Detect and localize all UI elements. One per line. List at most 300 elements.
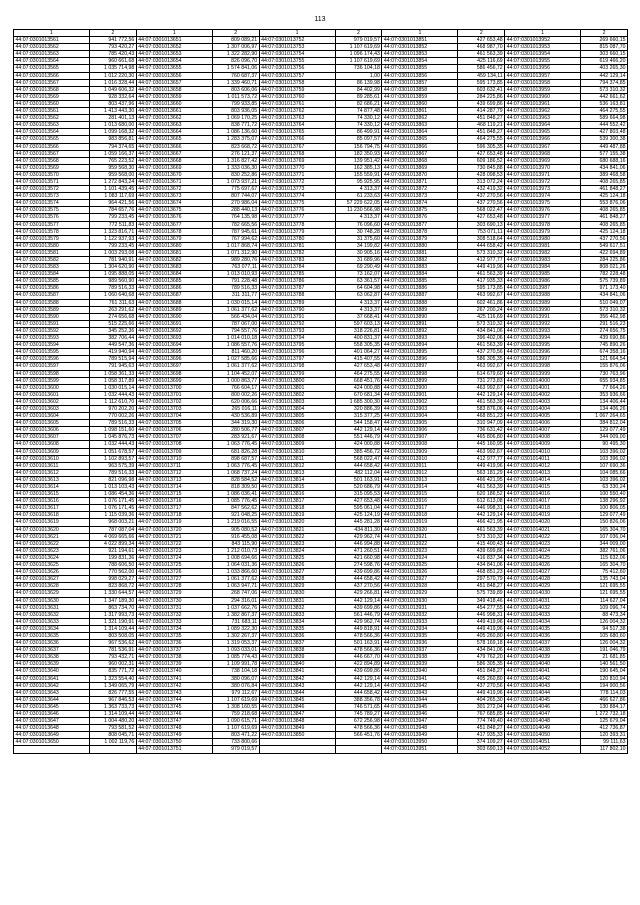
cadastral-value-cell: 429 266,81: [335, 590, 382, 597]
cadastral-number-cell: 44:07:0301014003: [505, 398, 581, 405]
cadastral-value-cell: 989 560,90: [90, 278, 137, 285]
cadastral-value-cell: 800 002,26: [212, 391, 259, 398]
cadastral-number-cell: 44:07:0301013960: [505, 93, 581, 100]
cadastral-number-cell: 44:07:0301013872: [382, 186, 458, 193]
cadastral-value-cell: 1 104 452,07: [212, 370, 259, 377]
table-row: [14, 164, 628, 171]
cadastral-value-cell: 139 951,42: [335, 157, 382, 164]
cadastral-number-cell: 44:07:0301013821: [259, 526, 335, 533]
cadastral-number-cell: 44:07:0301013856: [382, 72, 458, 79]
column-header: 1: [382, 30, 458, 37]
cadastral-number-cell: 44:07:0301013575: [14, 207, 90, 214]
table-row: [14, 335, 628, 342]
cadastral-number-cell: 44:07:0301013745: [136, 703, 212, 710]
cadastral-number-cell: 44:07:0301013838: [259, 647, 335, 654]
cadastral-value-cell: 150 826,06: [581, 519, 628, 526]
table-row: [14, 384, 628, 391]
cadastral-value-cell: 478 566,36: [335, 632, 382, 639]
cadastral-value-cell: 4 313,37: [335, 214, 382, 221]
cadastral-value-cell: 388 356,78: [335, 696, 382, 703]
cadastral-value-cell: 655 934,85: [581, 377, 628, 384]
cadastral-number-cell: 44:07:0301013951: [382, 746, 458, 753]
cadastral-number-cell: 44:07:0301013706: [136, 427, 212, 434]
cadastral-number-cell: 44:07:0301013869: [382, 164, 458, 171]
cadastral-value-cell: 967 846,53: [90, 696, 137, 703]
cadastral-number-cell: 44:07:0301013583: [14, 264, 90, 271]
cadastral-value-cell: 905 080,52: [212, 526, 259, 533]
cadastral-number-cell: 44:07:0301013992: [505, 320, 581, 327]
cadastral-value-cell: 69 290,49: [335, 264, 382, 271]
table-row: [14, 434, 628, 441]
cadastral-number-cell: 44:07:0301014000: [505, 377, 581, 384]
cadastral-value-cell: 1 098 151,60: [90, 427, 137, 434]
table-row: [14, 661, 628, 668]
cadastral-number-cell: 44:07:0301013834: [259, 618, 335, 625]
cadastral-value-cell: 1 014 010,18: [212, 335, 259, 342]
cadastral-value-cell: 303 690,13: [458, 746, 505, 753]
cadastral-value-cell: 114 627,04: [581, 597, 628, 604]
cadastral-value-cell: 553 876,06: [581, 200, 628, 207]
cadastral-value-cell: 103 396,02: [581, 455, 628, 462]
cadastral-value-cell: 1 068 737,24: [212, 469, 259, 476]
cadastral-value-cell: 461 848,27: [581, 186, 628, 193]
cadastral-number-cell: 44:07:0301013829: [259, 583, 335, 590]
cadastral-number-cell: 44:07:0301013853: [382, 51, 458, 58]
cadastral-value-cell: 155 876,06: [581, 363, 628, 370]
cadastral-number-cell: 44:07:0301013908: [382, 441, 458, 448]
cadastral-value-cell: 963 575,39: [90, 462, 137, 469]
table-row: [14, 292, 628, 299]
cadastral-number-cell: [14, 746, 90, 753]
cadastral-value-cell: 276 121,37: [212, 150, 259, 157]
cadastral-number-cell: 44:07:0301013868: [382, 157, 458, 164]
cadastral-value-cell: 612 613,08: [458, 498, 505, 505]
cadastral-value-cell: 449 419,96: [458, 618, 505, 625]
cadastral-number-cell: 44:07:0301013675: [136, 207, 212, 214]
cadastral-number-cell: 44:07:0301013909: [382, 448, 458, 455]
cadastral-number-cell: 44:07:0301013593: [14, 335, 90, 342]
cadastral-value-cell: 789 516,33: [212, 285, 259, 292]
cadastral-value-cell: 823 868,72: [90, 583, 137, 590]
cadastral-value-cell: [335, 746, 382, 753]
cadastral-value-cell: 1 219 016,55: [212, 519, 259, 526]
cadastral-number-cell: 44:07:0301013646: [14, 711, 90, 718]
cadastral-value-cell: 1 115 039,36: [90, 512, 137, 519]
cadastral-number-cell: 44:07:0301013595: [14, 349, 90, 356]
cadastral-number-cell: 44:07:0301013933: [382, 618, 458, 625]
cadastral-number-cell: 44:07:0301013604: [14, 413, 90, 420]
cadastral-number-cell: 44:07:0301013832: [259, 604, 335, 611]
cadastral-number-cell: 44:07:0301013702: [136, 398, 212, 405]
cadastral-value-cell: 764 135,98: [212, 214, 259, 221]
cadastral-number-cell: 44:07:0301013587: [14, 292, 90, 299]
cadastral-value-cell: 1 090 615,71: [212, 718, 259, 725]
cadastral-value-cell: 1 685 300,30: [335, 398, 382, 405]
cadastral-number-cell: 44:07:0301014051: [505, 739, 581, 746]
cadastral-number-cell: 44:07:0301014052: [505, 746, 581, 753]
cadastral-value-cell: 803 936,05: [212, 108, 259, 115]
cadastral-number-cell: 44:07:0301013842: [259, 675, 335, 682]
table-row: [14, 178, 628, 185]
cadastral-value-cell: 803 437,96: [90, 100, 137, 107]
cadastral-number-cell: 44:07:0301013809: [259, 441, 335, 448]
cadastral-number-cell: 44:07:0301013980: [505, 235, 581, 242]
cadastral-value-cell: 1 112 610,70: [90, 398, 137, 405]
cadastral-value-cell: 297 570,79: [458, 576, 505, 583]
cadastral-value-cell: 425 124,18: [581, 228, 628, 235]
table-row: [14, 235, 628, 242]
cadastral-value-cell: 4 022 899,34: [90, 540, 137, 547]
cadastral-value-cell: 1 102 893,57: [90, 455, 137, 462]
cadastral-number-cell: 44:07:0301013935: [382, 632, 458, 639]
cadastral-number-cell: 44:07:0301013836: [259, 632, 335, 639]
table-row: [14, 214, 628, 221]
cadastral-number-cell: 44:07:0301014019: [505, 512, 581, 519]
cadastral-number-cell: 44:07:0301013640: [14, 668, 90, 675]
cadastral-value-cell: 793 581,52: [90, 725, 137, 732]
cadastral-number-cell: 44:07:0301013941: [382, 675, 458, 682]
cadastral-number-cell: 44:07:0301013763: [259, 115, 335, 122]
table-row: [14, 590, 628, 597]
cadastral-number-cell: 44:07:0301013647: [14, 718, 90, 725]
cadastral-number-cell: 44:07:0301014039: [505, 654, 581, 661]
table-row: [14, 44, 628, 51]
cadastral-number-cell: 44:07:0301013939: [382, 661, 458, 668]
cadastral-value-cell: 811 460,20: [212, 349, 259, 356]
cadastral-number-cell: 44:07:0301013614: [14, 484, 90, 491]
cadastral-value-cell: 1 283 375,07: [212, 136, 259, 143]
cadastral-number-cell: 44:07:0301013788: [259, 292, 335, 299]
cadastral-value-cell: 672 256,98: [335, 718, 382, 725]
table-row: [14, 448, 628, 455]
cadastral-number-cell: 44:07:0301014004: [505, 405, 581, 412]
cadastral-value-cell: 789 516,33: [90, 469, 137, 476]
cadastral-number-cell: 44:07:0301013765: [259, 129, 335, 136]
table-row: [14, 200, 628, 207]
cadastral-value-cell: 274 656,68: [90, 313, 137, 320]
table-row: [14, 533, 628, 540]
cadastral-value-cell: 789 516,33: [90, 285, 137, 292]
cadastral-value-cell: 103 396,02: [581, 448, 628, 455]
cadastral-number-cell: 44:07:0301013970: [505, 164, 581, 171]
table-row: [14, 491, 628, 498]
table-row: [14, 689, 628, 696]
header-row: [14, 30, 628, 37]
cadastral-value-cell: 315 377,25: [335, 413, 382, 420]
cadastral-value-cell: 349 418,46: [458, 597, 505, 604]
table-row: [14, 498, 628, 505]
cadastral-number-cell: 44:07:0301013989: [505, 299, 581, 306]
cadastral-value-cell: 165 304,70: [581, 562, 628, 569]
cadastral-number-cell: [259, 746, 335, 753]
cadastral-number-cell: 44:07:0301013890: [382, 313, 458, 320]
cadastral-value-cell: 434 841,06: [581, 292, 628, 299]
table-row: [14, 703, 628, 710]
cadastral-number-cell: 44:07:0301013914: [382, 484, 458, 491]
cadastral-value-cell: 77 664,26: [581, 384, 628, 391]
cadastral-number-cell: 44:07:0301013666: [136, 143, 212, 150]
cadastral-number-cell: 44:07:0301013943: [382, 689, 458, 696]
cadastral-value-cell: 444 658,42: [335, 462, 382, 469]
cadastral-number-cell: 44:07:0301013680: [136, 242, 212, 249]
cadastral-value-cell: 283 921,67: [212, 434, 259, 441]
cadastral-value-cell: 1 323 816,71: [90, 228, 137, 235]
cadastral-number-cell: 44:07:0301013841: [259, 668, 335, 675]
cadastral-value-cell: 510 049,07: [581, 299, 628, 306]
table-row: [14, 79, 628, 86]
table-row: [14, 682, 628, 689]
table-row: [14, 342, 628, 349]
cadastral-value-cell: 73 162,07: [335, 271, 382, 278]
cadastral-number-cell: 44:07:0301013986: [505, 278, 581, 285]
cadastral-value-cell: 787 067,00: [212, 320, 259, 327]
cadastral-number-cell: 44:07:0301014034: [505, 618, 581, 625]
cadastral-value-cell: 501 163,91: [335, 640, 382, 647]
table-row: [14, 72, 628, 79]
cadastral-number-cell: 44:07:0301013606: [14, 427, 90, 434]
cadastral-number-cell: 44:07:0301013579: [14, 235, 90, 242]
cadastral-number-cell: 44:07:0301013564: [14, 129, 90, 136]
cadastral-number-cell: 44:07:0301013940: [382, 668, 458, 675]
cadastral-number-cell: 44:07:0301013828: [259, 576, 335, 583]
cadastral-number-cell: 44:07:0301013850: [259, 732, 335, 739]
cadastral-value-cell: 1 012 220,30: [90, 72, 137, 79]
cadastral-value-cell: 1 107 619,69: [212, 696, 259, 703]
cadastral-value-cell: 799 933,85: [212, 100, 259, 107]
cadastral-number-cell: 44:07:0301013678: [136, 228, 212, 235]
cadastral-number-cell: 44:07:0301013733: [136, 618, 212, 625]
cadastral-value-cell: 105 680,60: [581, 632, 628, 639]
table-row: [14, 157, 628, 164]
cadastral-value-cell: 789 516,33: [90, 420, 137, 427]
cadastral-value-cell: 595 061,04: [335, 505, 382, 512]
table-row: [14, 136, 628, 143]
cadastral-value-cell: 539 300,38: [581, 136, 628, 143]
cadastral-number-cell: 44:07:0301013766: [259, 136, 335, 143]
cadastral-number-cell: 44:07:0301013768: [259, 150, 335, 157]
cadastral-value-cell: 461 848,27: [581, 214, 628, 221]
cadastral-number-cell: 44:07:0301013910: [382, 455, 458, 462]
cadastral-number-cell: 44:07:0301013888: [382, 299, 458, 306]
cadastral-number-cell: 44:07:0301013565: [14, 136, 90, 143]
cadastral-value-cell: 941 772,56: [90, 37, 137, 44]
table-row: [14, 150, 628, 157]
cadastral-number-cell: 44:07:0301013781: [259, 242, 335, 249]
cadastral-value-cell: 589 664,98: [581, 115, 628, 122]
cadastral-value-cell: 85 097,57: [335, 136, 382, 143]
cadastral-value-cell: 1 339 460,71: [212, 79, 259, 86]
table-row: [14, 484, 628, 491]
cadastral-number-cell: 44:07:0301014041: [505, 668, 581, 675]
cadastral-value-cell: 140 561,50: [581, 661, 628, 668]
cadastral-value-cell: 344 319,30: [212, 420, 259, 427]
cadastral-number-cell: 44:07:0301013993: [505, 327, 581, 334]
cadastral-value-cell: 1 083 117,69: [90, 193, 137, 200]
cadastral-value-cell: 979 019,57: [335, 37, 382, 44]
cadastral-value-cell: 269 660,15: [581, 37, 628, 44]
cadastral-number-cell: 44:07:0301014016: [505, 491, 581, 498]
cadastral-number-cell: 44:07:0301013577: [14, 221, 90, 228]
cadastral-number-cell: 44:07:0301013588: [14, 299, 90, 306]
cadastral-number-cell: 44:07:0301013793: [259, 327, 335, 334]
cadastral-value-cell: 301 272,04: [458, 703, 505, 710]
cadastral-value-cell: 781 940,91: [90, 257, 137, 264]
cadastral-value-cell: 791 945,63: [90, 363, 137, 370]
cadastral-value-cell: 437 270,56: [458, 200, 505, 207]
table-body: [14, 37, 628, 753]
cadastral-value-cell: 763 077,11: [212, 264, 259, 271]
cadastral-value-cell: 75 412,60: [581, 569, 628, 576]
cadastral-value-cell: 103 396,02: [581, 476, 628, 483]
cadastral-value-cell: 442 129,14: [458, 391, 505, 398]
cadastral-value-cell: 730 763,96: [581, 370, 628, 377]
cadastral-value-cell: 1 304 620,90: [90, 264, 137, 271]
cadastral-number-cell: 44:07:0301013957: [505, 72, 581, 79]
cadastral-number-cell: 44:07:0301013737: [136, 647, 212, 654]
cadastral-number-cell: 44:07:0301013923: [382, 547, 458, 554]
cadastral-number-cell: 44:07:0301013562: [14, 115, 90, 122]
cadastral-number-cell: 44:07:0301013851: [382, 37, 458, 44]
cadastral-number-cell: 44:07:0301013660: [136, 100, 212, 107]
table-row: [14, 625, 628, 632]
cadastral-number-cell: 44:07:0301013576: [14, 214, 90, 221]
cadastral-value-cell: 1 003 293,08: [90, 249, 137, 256]
cadastral-value-cell: 760 687,37: [212, 72, 259, 79]
cadastral-value-cell: 345 252,36: [90, 327, 137, 334]
cadastral-number-cell: 44:07:0301013895: [382, 349, 458, 356]
cadastral-value-cell: 1 322 282,90: [212, 51, 259, 58]
cadastral-number-cell: 44:07:0301013755: [259, 58, 335, 65]
cadastral-number-cell: 44:07:0301013756: [259, 65, 335, 72]
cadastral-number-cell: 44:07:0301013863: [382, 122, 458, 129]
cadastral-number-cell: 44:07:0301013962: [505, 108, 581, 115]
cadastral-value-cell: 385 456,72: [335, 448, 382, 455]
cadastral-number-cell: 44:07:0301013956: [505, 65, 581, 72]
cadastral-value-cell: 396 402,06: [458, 335, 505, 342]
cadastral-value-cell: 561 446,79: [335, 611, 382, 618]
cadastral-value-cell: 586 305,35: [458, 661, 505, 668]
cadastral-value-cell: 414 287,79: [458, 108, 505, 115]
cadastral-number-cell: 44:07:0301013574: [14, 200, 90, 207]
cadastral-value-cell: 445 281,28: [335, 519, 382, 526]
cadastral-number-cell: 44:07:0301013876: [382, 214, 458, 221]
cadastral-number-cell: 44:07:0301013826: [259, 562, 335, 569]
table-row: [14, 143, 628, 150]
cadastral-value-cell: 609 186,52: [458, 157, 505, 164]
cadastral-value-cell: 597 603,13: [335, 320, 382, 327]
table-row: [14, 441, 628, 448]
cadastral-value-cell: 603 632,41: [458, 86, 505, 93]
table-row: [14, 540, 628, 547]
cadastral-number-cell: 44:07:0301013861: [382, 108, 458, 115]
cadastral-value-cell: 759 218,68: [212, 711, 259, 718]
table-row: [14, 718, 628, 725]
cadastral-value-cell: 1 107 619,69: [335, 58, 382, 65]
cadastral-value-cell: 478 566,36: [335, 725, 382, 732]
table-row: [14, 278, 628, 285]
cadastral-value-cell: 847 562,62: [212, 505, 259, 512]
cadastral-value-cell: 794 557,76: [212, 327, 259, 334]
cadastral-number-cell: 44:07:0301013596: [14, 356, 90, 363]
cadastral-value-cell: 830 252,86: [212, 171, 259, 178]
cadastral-number-cell: 44:07:0301013620: [14, 526, 90, 533]
cadastral-number-cell: 44:07:0301013584: [14, 271, 90, 278]
cadastral-value-cell: 989 280,76: [212, 257, 259, 264]
cadastral-number-cell: 44:07:0301013968: [505, 150, 581, 157]
cadastral-number-cell: 44:07:0301013776: [259, 207, 335, 214]
cadastral-value-cell: 863 734,70: [90, 604, 137, 611]
cadastral-number-cell: 44:07:0301013819: [259, 512, 335, 519]
cadastral-number-cell: 44:07:0301013635: [14, 632, 90, 639]
cadastral-number-cell: 44:07:0301013845: [259, 696, 335, 703]
cadastral-value-cell: 76 096,60: [335, 221, 382, 228]
cadastral-value-cell: 971 173,40: [581, 285, 628, 292]
cadastral-number-cell: 44:07:0301014036: [505, 632, 581, 639]
cadastral-number-cell: 44:07:0301013747: [136, 718, 212, 725]
cadastral-value-cell: 439 699,86: [335, 668, 382, 675]
cadastral-value-cell: 620 186,52: [458, 491, 505, 498]
cadastral-value-cell: 826 777,55: [90, 689, 137, 696]
cadastral-number-cell: 44:07:0301013757: [259, 72, 335, 79]
cadastral-number-cell: 44:07:0301013812: [259, 462, 335, 469]
cadastral-number-cell: 44:07:0301013568: [14, 157, 90, 164]
cadastral-value-cell: 1 085 776,45: [212, 498, 259, 505]
cadastral-number-cell: 44:07:0301013839: [259, 654, 335, 661]
cadastral-value-cell: 781 536,91: [90, 647, 137, 654]
cadastral-value-cell: 1 037 662,76: [212, 604, 259, 611]
cadastral-value-cell: 466 421,95: [458, 519, 505, 526]
cadastral-value-cell: 267 200,24: [458, 306, 505, 313]
cadastral-number-cell: 44:07:0301014033: [505, 611, 581, 618]
cadastral-number-cell: 44:07:0301013789: [259, 299, 335, 306]
cadastral-number-cell: 44:07:0301013698: [136, 370, 212, 377]
cadastral-number-cell: 44:07:0301013600: [14, 384, 90, 391]
cadastral-value-cell: 463 992,67: [458, 363, 505, 370]
cadastral-number-cell: 44:07:0301013573: [14, 193, 90, 200]
cadastral-value-cell: 126 004,32: [581, 618, 628, 625]
cadastral-value-cell: 130 884,17: [581, 703, 628, 710]
cadastral-value-cell: 428 098,53: [458, 171, 505, 178]
cadastral-value-cell: 442 129,14: [458, 512, 505, 519]
cadastral-value-cell: 1 323 554,40: [90, 675, 137, 682]
cadastral-number-cell: 44:07:0301013920: [382, 526, 458, 533]
cadastral-number-cell: 44:07:0301013840: [259, 661, 335, 668]
cadastral-number-cell: 44:07:0301013802: [259, 391, 335, 398]
cadastral-number-cell: 44:07:0301013936: [382, 640, 458, 647]
cadastral-value-cell: 270 986,04: [212, 200, 259, 207]
cadastral-number-cell: 44:07:0301013709: [136, 448, 212, 455]
cadastral-value-cell: 424 000,88: [335, 384, 382, 391]
cadastral-number-cell: 44:07:0301013775: [259, 200, 335, 207]
cadastral-value-cell: 466 627,86: [581, 696, 628, 703]
table-row: [14, 455, 628, 462]
cadastral-value-cell: 1 011 573,72: [212, 93, 259, 100]
cadastral-value-cell: 568 022,47: [458, 207, 505, 214]
cadastral-number-cell: 44:07:0301013865: [382, 136, 458, 143]
cadastral-value-cell: 425 116,69: [458, 58, 505, 65]
cadastral-number-cell: 44:07:0301013648: [14, 725, 90, 732]
cadastral-value-cell: 921 194,61: [90, 547, 137, 554]
cadastral-value-cell: 998 029,27: [90, 576, 137, 583]
cadastral-number-cell: 44:07:0301013674: [136, 200, 212, 207]
cadastral-number-cell: 44:07:0301013770: [259, 164, 335, 171]
cadastral-value-cell: 109 096,74: [581, 604, 628, 611]
cadastral-number-cell: 44:07:0301013683: [136, 264, 212, 271]
cadastral-value-cell: 1 033 866,60: [212, 569, 259, 576]
cadastral-number-cell: 44:07:0301013643: [14, 689, 90, 696]
cadastral-value-cell: 412 736,87: [581, 725, 628, 732]
cadastral-value-cell: 1 076 171,45: [90, 505, 137, 512]
